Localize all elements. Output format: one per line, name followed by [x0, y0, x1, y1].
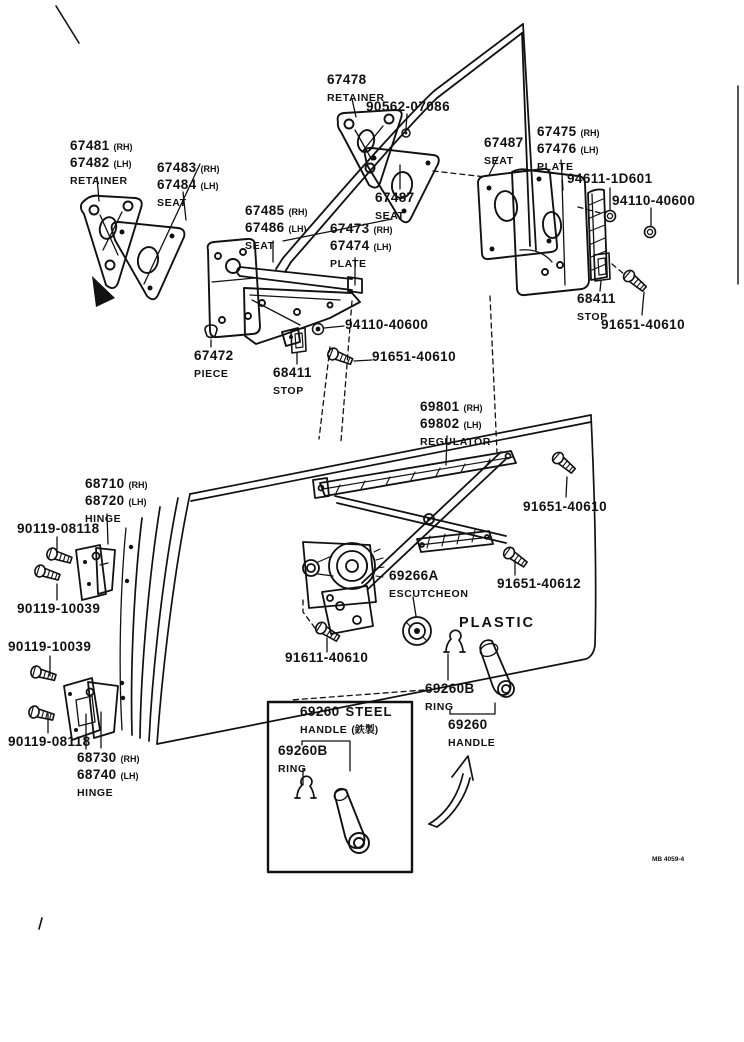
- label-90562-07086: 90562-07086: [366, 99, 450, 114]
- label-plastic: PLASTIC: [459, 615, 536, 631]
- label-69260-handle-right: 69260 HANDLE: [448, 717, 496, 749]
- label-68411-stop-center: 68411 STOP: [273, 365, 312, 397]
- label-90119-10039-lower: 90119-10039: [8, 639, 92, 654]
- label-91611-40610: 91611-40610: [285, 650, 369, 665]
- label-68730-hinge: 68730 (RH) 68740 (LH) HINGE: [77, 750, 140, 799]
- label-67487-seat-center: 67487 SEAT: [375, 190, 415, 222]
- label-69266a-escutcheon: 69266A ESCUTCHEON: [389, 568, 469, 600]
- label-68411-stop-right: 68411 STOP: [577, 291, 616, 323]
- label-69260-steel-handle: 69260 STEEL HANDLE (鉄製): [300, 704, 393, 736]
- label-90119-08118-upper: 90119-08118: [17, 521, 100, 536]
- label-67487-seat-right: 67487 SEAT: [484, 135, 524, 167]
- label-91651-40610-right: 91651-40610: [601, 317, 685, 332]
- label-67485-seat: 67485 (RH) 67486 (LH) SEAT: [245, 203, 308, 252]
- label-67475-plate: 67475 (RH) 67476 (LH) PLATE: [537, 124, 600, 173]
- label-69801-regulator: 69801 (RH) 69802 (LH) REGULATOR: [420, 399, 491, 448]
- label-figure-code: MB 4059-4: [652, 856, 685, 863]
- label-91651-40610-mid: 91651-40610: [523, 499, 607, 514]
- label-91651-40612: 91651-40612: [497, 576, 581, 591]
- label-67481-retainer: 67481 (RH) 67482 (LH) RETAINER: [70, 138, 133, 187]
- label-94110-40600-center: 94110-40600: [345, 317, 429, 332]
- label-67473-plate: 67473 (RH) 67474 (LH) PLATE: [330, 221, 393, 270]
- label-90119-08118-lower: 90119-08118: [8, 734, 91, 749]
- label-67483-seat: 67483 (RH) 67484 (LH) SEAT: [157, 160, 220, 209]
- label-67472-piece: 67472 PIECE: [194, 348, 234, 380]
- label-91651-40610-center: 91651-40610: [372, 349, 456, 364]
- label-94110-40600-right: 94110-40600: [612, 193, 696, 208]
- label-67478-retainer: 67478 RETAINER: [327, 72, 385, 104]
- label-94611-1d601: 94611-1D601: [567, 171, 653, 186]
- label-90119-10039-upper: 90119-10039: [17, 601, 101, 616]
- label-69260b-ring-inset: 69260B RING: [278, 743, 328, 775]
- label-68710-hinge: 68710 (RH) 68720 (LH) HINGE: [85, 476, 148, 525]
- label-69260b-ring-right: 69260B RING: [425, 681, 475, 713]
